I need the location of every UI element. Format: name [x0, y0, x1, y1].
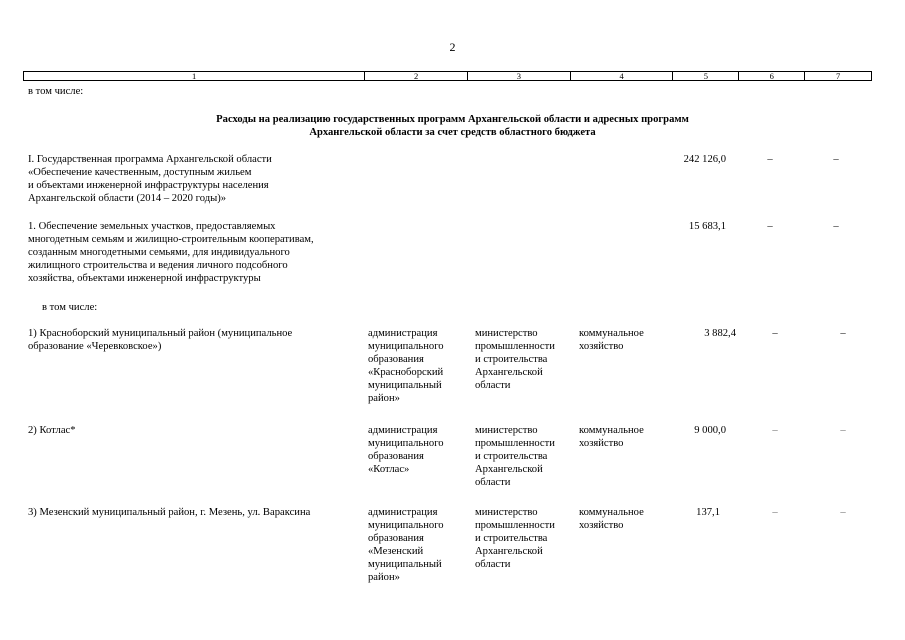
program-col7: – — [833, 154, 839, 165]
row-col6: – — [772, 507, 778, 518]
row-col2: администрация муниципального образования «Мезенский муниципальный район» — [368, 507, 444, 583]
row-name: 3) Мезенский муниципальный район, г. Мезень, ул. Вараксина — [28, 507, 311, 518]
measure-name: 1. Обеспечение земельных участков, предоставляемых многодетным семьям и жилищно-строительным кооперативам, созданным многодетными семьями, для индивидуального жилищного строительства и ведения личного подсобного хозяйства, объектами инженерной инфраструктуры — [28, 221, 314, 284]
page-number: 2 — [449, 40, 456, 54]
measure-col6: – — [767, 221, 773, 232]
row-col4: коммунальное хозяйство — [579, 328, 644, 352]
row-col4: коммунальное хозяйство — [579, 507, 644, 531]
row-col5: 3 882,4 — [704, 328, 736, 339]
row-col4: коммунальное хозяйство — [579, 425, 644, 449]
row-col2: администрация муниципального образования «Красноборский муниципальный район» — [368, 328, 444, 404]
row-col5: 137,1 — [696, 507, 720, 518]
row-col3: министерство промышленности и строительства Архангельской области — [475, 425, 555, 488]
header-col-6: 6 — [739, 72, 805, 80]
row-col7: – — [840, 328, 846, 339]
row-col6: – — [772, 425, 778, 436]
sub-label: в том числе: — [42, 302, 98, 313]
row-col7: – — [840, 507, 846, 518]
header-col-1: 1 — [24, 72, 365, 80]
row-col7: – — [840, 425, 846, 436]
header-col-5: 5 — [673, 72, 739, 80]
section-title: Расходы на реализацию государственных программ Архангельской области и адресных программ Архангельской области за счет средств областного бюджета — [216, 114, 689, 138]
row-col3: министерство промышленности и строительства Архангельской области — [475, 328, 555, 391]
program-name: I. Государственная программа Архангельской области «Обеспечение качественным, доступным жильем и объектами инженерной инфраструктуры населения Архангельской области (2014 – 2020 годы)» — [28, 154, 272, 204]
header-col-2: 2 — [365, 72, 468, 80]
row-name: 2) Котлас* — [28, 425, 76, 436]
measure-col5: 15 683,1 — [688, 221, 726, 232]
intro-label: в том числе: — [28, 86, 84, 97]
header-col-7: 7 — [835, 71, 841, 81]
measure-col7: – — [833, 221, 839, 232]
program-col6: – — [767, 154, 773, 165]
program-col5: 242 126,0 — [683, 154, 726, 165]
row-name: 1) Красноборский муниципальный район (муниципальное образование «Черевковское») — [28, 328, 293, 352]
row-col2: администрация муниципального образования «Котлас» — [368, 425, 444, 475]
row-col3: министерство промышленности и строительства Архангельской области — [475, 507, 555, 570]
header-col-3: 3 — [468, 72, 571, 80]
header-col-4: 4 — [571, 72, 674, 80]
column-number-header — [23, 71, 872, 81]
row-col5: 9 000,0 — [694, 425, 726, 436]
row-col6: – — [772, 328, 778, 339]
